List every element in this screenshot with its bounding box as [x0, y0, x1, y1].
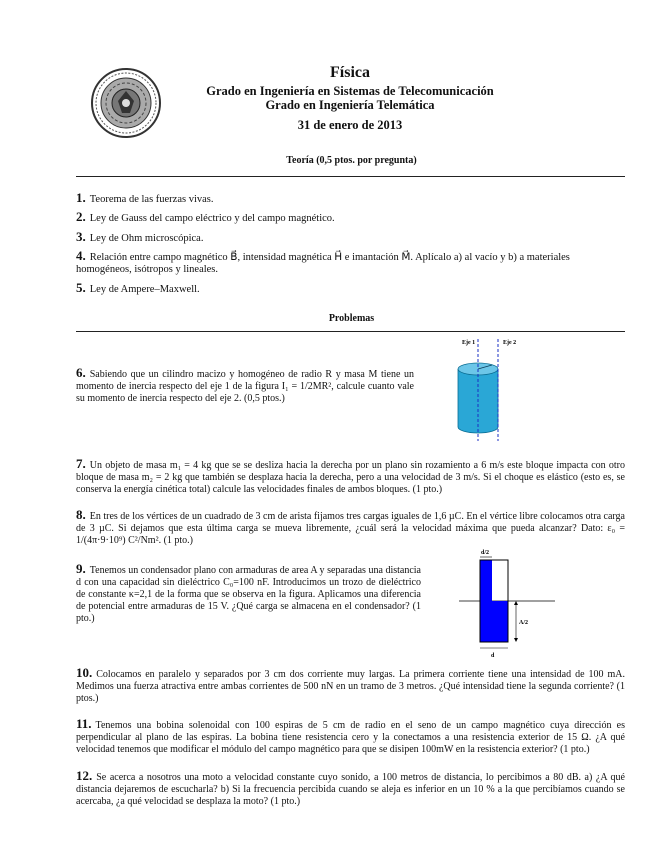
- item-number: 10.: [76, 665, 93, 680]
- problem-10: [76, 667, 625, 705]
- item-text: Sabiendo que un cilindro macizo y homogéneo de radio R y masa M tiene un momento de inercia respecto del eje 1 de la figura I₁ = 1/2MR², calcule cuanto vale su momento de inercia respecto del eje 2. (0,5 ptos.): [76, 369, 414, 404]
- problem-12: [76, 770, 625, 808]
- cylinder-figure: [440, 335, 550, 445]
- item-text: Relación entre campo magnético B⃗, intensidad magnética H⃗ e imantación M⃗. Aplícalo a) al vacío y b) a materiales homogéneos, isótropos y lineales.: [76, 252, 570, 275]
- half-d-label: d/2: [481, 550, 490, 556]
- item-text: Ley de Ampere–Maxwell.: [89, 284, 200, 295]
- item-text: Tenemos una bobina solenoidal con 100 espiras de 5 cm de radio en el seno de un campo magnético cuya dirección es perpendicular al plano de las espiras. La bobina tiene resistencia cero y la conectamos a una resistencia exterior de 15 Ω. ¿A qué velocidad tenemos que modificar el módulo del campo magnético para que se disipen 100mW en la resistencia exterior? (1 pto.): [76, 720, 625, 755]
- item-text: En tres de los vértices de un cuadrado de 3 cm de arista fijamos tres cargas iguales de 1,6 µC. En el vértice libre colocamos otra carga de 3 µC. Si dejamos que esta última carga se mueva libremente, ¿cuál será la velocidad máxima que pueda alcanzar? Dato: ε₀ = 1/(4π·9·10⁹) C²/Nm². (1 pto.): [76, 511, 625, 546]
- problem-8: [76, 509, 625, 547]
- d-label: d: [491, 653, 495, 659]
- item-number: 9.: [76, 561, 86, 576]
- course-title: Física: [330, 64, 370, 81]
- item-number: 12.: [76, 768, 93, 783]
- problem-6: [76, 367, 414, 405]
- item-number: 7.: [76, 456, 86, 471]
- degree-line-1: Grado en Ingeniería en Sistemas de Telecomunicación: [206, 84, 494, 98]
- divider: [76, 331, 625, 332]
- divider: [76, 176, 625, 177]
- item-number: 2.: [76, 209, 86, 224]
- theory-heading: Teoría (0,5 ptos. por pregunta): [286, 155, 417, 166]
- item-text: Ley de Gauss del campo eléctrico y del campo magnético.: [89, 213, 335, 224]
- capacitor-figure: [455, 545, 555, 660]
- item-text: Teorema de las fuerzas vivas.: [89, 194, 214, 205]
- item-text: Se acerca a nosotros una moto a velocidad constante cuyo sonido, a 100 metros de distancia, lo percibimos a 80 dB. a) ¿A qué distancia dejaremos de escucharla? b) Si la frecuencia percibida cuando se aleja es inferior en un 10 % a la que percibíamos cuando se acercaba, ¿a qué velocidad se desplaza la moto? (1 pto.): [76, 772, 625, 807]
- item-text: Un objeto de masa m₁ = 4 kg que se se desliza hacia la derecha por un plano sin rozamiento a 6 m/s este bloque impacta con otro bloque de masa m₂ = 2 kg que también se desplaza hacia la derecha, pero a una velocidad de 3 m/s. Si el choque es elástico (esto es, se conserva la energía cinética total) calcule las velocidades finales de ambos bloques. (1 pto.): [76, 460, 625, 495]
- degree-line-2: Grado en Ingeniería Telemática: [265, 98, 435, 112]
- theory-item-2: [76, 211, 628, 225]
- item-number: 11.: [76, 716, 92, 731]
- problem-11: [76, 718, 625, 756]
- axis2-label: Eje 2: [503, 340, 517, 346]
- theory-item-5: [76, 282, 628, 296]
- item-number: 4.: [76, 248, 86, 263]
- theory-item-4: [76, 250, 628, 276]
- exam-date: 31 de enero de 2013: [297, 118, 403, 132]
- item-number: 3.: [76, 229, 86, 244]
- item-number: 8.: [76, 507, 86, 522]
- item-text: Tenemos un condensador plano con armaduras de area A y separadas una distancia d con una capacidad sin dieléctrico C₀=100 nF. Introducimos un trozo de dieléctrico de constante κ=2,1 de la forma que se observa en la figura. Aplicamos una diferencia de potencial entre armaduras de 15 V. ¿Qué carga se almacena en el condensador? (1 pto.): [76, 565, 421, 624]
- item-number: 5.: [76, 280, 86, 295]
- half-area-label: A/2: [519, 620, 528, 626]
- item-number: 6.: [76, 365, 86, 380]
- axis1-label: Eje 1: [462, 340, 476, 346]
- problem-7: [76, 458, 625, 496]
- problems-heading: Problemas: [328, 313, 375, 324]
- problem-9: [76, 563, 421, 625]
- item-text: Ley de Ohm microscópica.: [89, 233, 204, 244]
- theory-item-3: [76, 231, 628, 245]
- item-text: Colocamos en paralelo y separados por 3 cm dos corriente muy largas. La primera corriente tiene una intensidad de 100 mA. Medimos una fuerza atractiva entre ambas corrientes de 500 nN en un tramo de 3 metros. ¿Qué intensidad tiene la segunda corriente? (1 ptos.): [76, 669, 625, 704]
- item-number: 1.: [76, 190, 86, 205]
- theory-item-1: [76, 192, 628, 206]
